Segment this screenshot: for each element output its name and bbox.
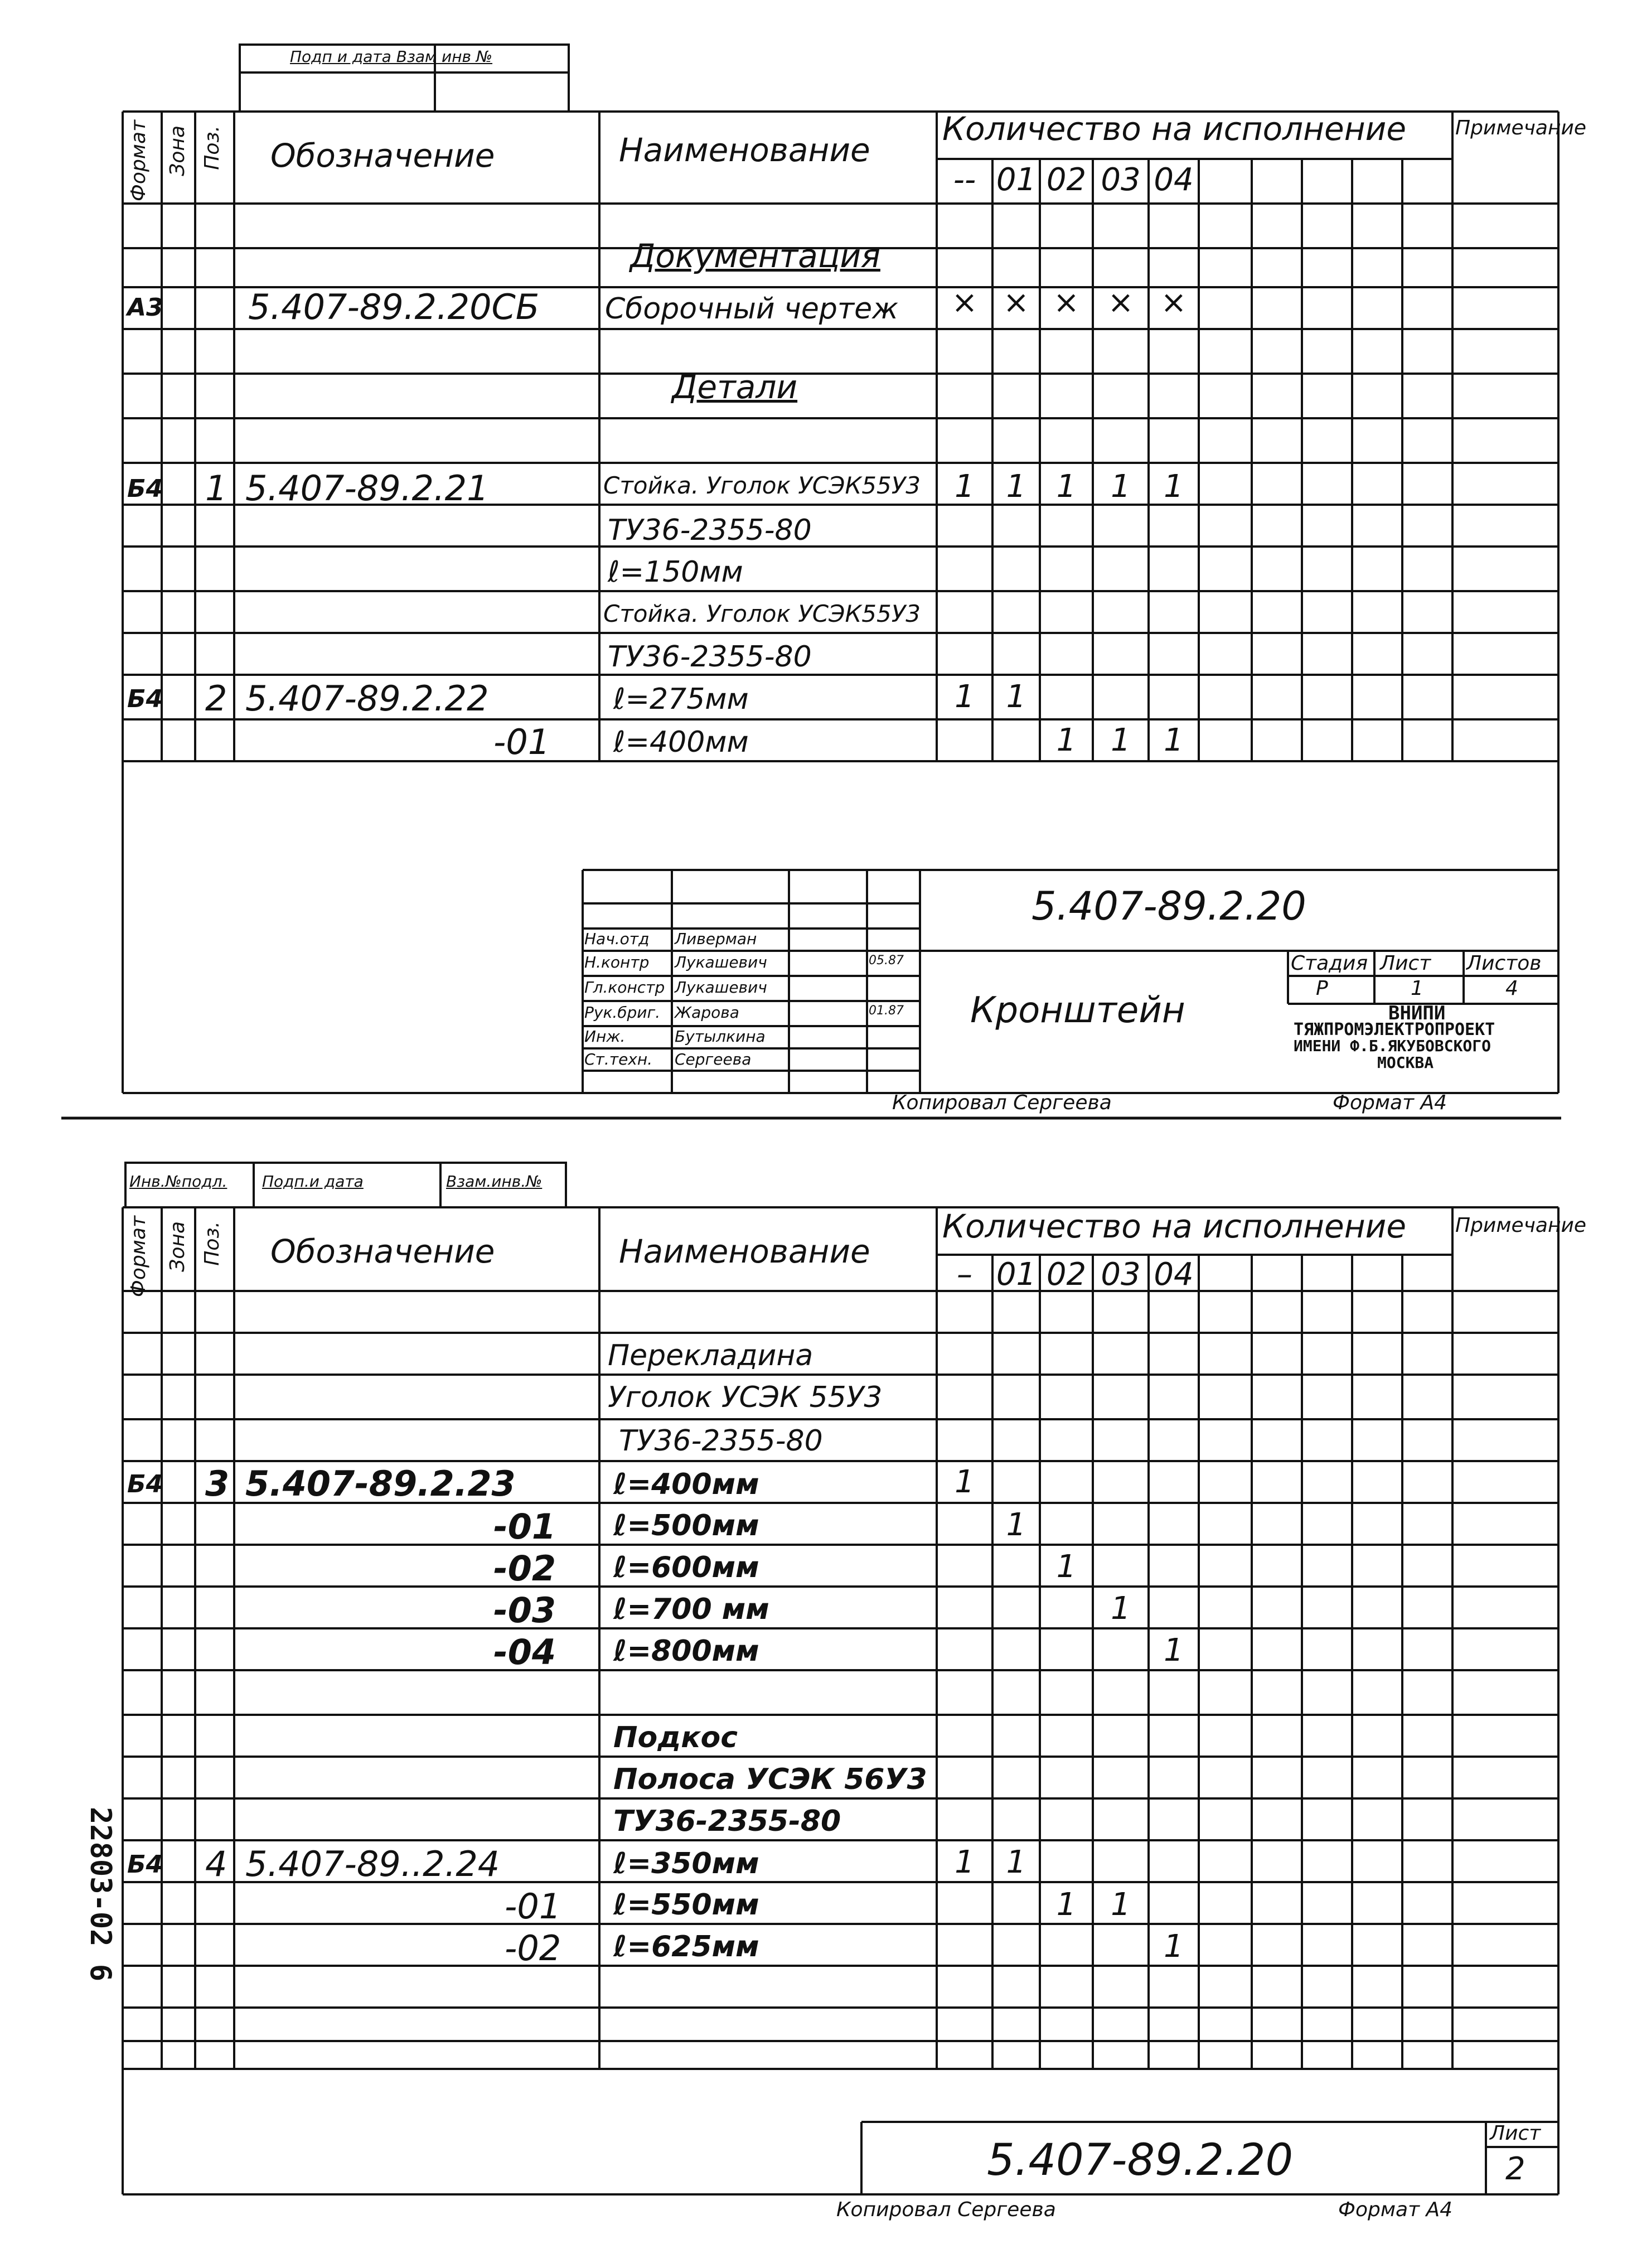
row-name: ТУ36-2355-80 bbox=[619, 1424, 823, 1458]
row-name: ℓ=500мм bbox=[613, 1509, 759, 1542]
qty-col-header: 02 bbox=[1046, 1256, 1087, 1293]
copied-by: Копировал Сергеева bbox=[836, 2198, 1056, 2221]
qty-col-header: 01 bbox=[996, 162, 1037, 198]
doc-title: Кронштейн bbox=[970, 990, 1185, 1031]
row-pos: 2 bbox=[205, 678, 227, 719]
row-format: Б4 bbox=[127, 475, 163, 503]
org-line-2: ТЯЖПРОМЭЛЕКТРОПРОЕКТ bbox=[1294, 1020, 1495, 1039]
col-qty-header: Количество на исполнение bbox=[942, 110, 1407, 148]
row-qty: × bbox=[1003, 284, 1029, 321]
signature-person: Бутылкина bbox=[675, 1027, 766, 1046]
row-name: ℓ=625мм bbox=[613, 1930, 759, 1964]
row-name: ℓ=600мм bbox=[613, 1551, 759, 1584]
row-name: Подкос bbox=[613, 1721, 738, 1754]
row-designation: 5.407-89.2.21 bbox=[245, 468, 489, 509]
row-qty: 1 bbox=[955, 1464, 975, 1500]
row-qty: 1 bbox=[1056, 1887, 1077, 1923]
org-line-1: ВНИПИ bbox=[1388, 1002, 1446, 1024]
org-line-3: ИМЕНИ Ф.Б.ЯКУБОВСКОГО bbox=[1294, 1037, 1491, 1055]
signature-person: Ливерман bbox=[675, 930, 757, 948]
row-qty: 1 bbox=[1164, 1928, 1184, 1965]
section-heading: Документация bbox=[630, 237, 880, 275]
stage-value: Р bbox=[1316, 977, 1328, 1000]
row-designation: -01 bbox=[493, 722, 550, 762]
signature-role: Инж. bbox=[584, 1027, 626, 1046]
row-designation: -01 bbox=[505, 1886, 561, 1927]
row-designation: -01 bbox=[493, 1506, 556, 1547]
sheet-label: Лист bbox=[1490, 2122, 1541, 2145]
row-qty: × bbox=[951, 284, 978, 321]
row-name: Стойка. Уголок УСЭК55У3 bbox=[603, 472, 921, 499]
qty-col-header: -- bbox=[953, 162, 976, 198]
row-designation: -03 bbox=[493, 1590, 556, 1631]
qty-col-header: – bbox=[957, 1256, 972, 1293]
row-qty: 1 bbox=[955, 1844, 975, 1880]
col-name-header: Наименование bbox=[619, 1232, 870, 1270]
col-designation-header: Обозначение bbox=[270, 1232, 495, 1270]
qty-col-header: 04 bbox=[1154, 1256, 1194, 1293]
format-label: Формат А4 bbox=[1338, 2198, 1453, 2221]
qty-col-header: 03 bbox=[1101, 162, 1141, 198]
row-qty: 1 bbox=[1111, 722, 1131, 758]
col-note-header: Примечание bbox=[1455, 117, 1587, 139]
row-name: ℓ=275мм bbox=[613, 683, 749, 716]
row-qty: 1 bbox=[1164, 1632, 1184, 1669]
row-designation: 5.407-89.2.22 bbox=[245, 678, 489, 719]
row-qty: 1 bbox=[1111, 468, 1131, 505]
row-qty: 1 bbox=[955, 679, 975, 715]
col-zone-header: Зона bbox=[166, 1221, 189, 1272]
copied-by: Копировал Сергеева bbox=[892, 1091, 1112, 1114]
row-name: ℓ=150мм bbox=[608, 555, 743, 589]
row-name: ТУ36-2355-80 bbox=[608, 514, 812, 547]
col-note-header: Примечание bbox=[1455, 1214, 1587, 1237]
row-pos: 4 bbox=[205, 1844, 227, 1884]
row-qty: 1 bbox=[1006, 1507, 1026, 1543]
row-name: Перекладина bbox=[608, 1339, 813, 1372]
stamp-cell: Взам.инв.№ bbox=[446, 1172, 543, 1191]
col-name-header: Наименование bbox=[619, 131, 870, 169]
qty-col-header: 03 bbox=[1101, 1256, 1141, 1293]
row-format: Б4 bbox=[127, 1470, 163, 1498]
signature-person: Жарова bbox=[675, 1003, 739, 1022]
sheet-label: Лист bbox=[1380, 952, 1431, 975]
sheet-number: 2 bbox=[1505, 2151, 1526, 2187]
row-qty: 1 bbox=[1056, 1549, 1077, 1585]
row-qty: 1 bbox=[1164, 722, 1184, 758]
row-qty: × bbox=[1053, 284, 1079, 321]
col-format-header: Формат bbox=[127, 120, 150, 202]
row-name: ℓ=800мм bbox=[613, 1634, 759, 1668]
row-designation: -04 bbox=[493, 1632, 556, 1672]
row-qty: × bbox=[1107, 284, 1134, 321]
doc-number: 5.407-89.2.20 bbox=[1031, 883, 1306, 929]
signature-date: 05.87 bbox=[869, 954, 904, 968]
row-name: ℓ=350мм bbox=[613, 1847, 759, 1880]
sheet-value: 1 bbox=[1411, 977, 1423, 1000]
doc-number: 5.407-89.2.20 bbox=[987, 2135, 1294, 2185]
row-designation: 5.407-89.2.20СБ bbox=[248, 287, 540, 327]
row-format: A3 bbox=[127, 293, 163, 322]
row-qty: 1 bbox=[1111, 1887, 1131, 1923]
row-name: ℓ=400мм bbox=[613, 1468, 759, 1501]
stamp-cell: Подп.и дата bbox=[262, 1172, 364, 1191]
signature-date: 01.87 bbox=[869, 1004, 904, 1018]
signature-person: Сергеева bbox=[675, 1050, 752, 1068]
signature-role: Гл.констр bbox=[584, 978, 665, 997]
row-qty: 1 bbox=[1056, 722, 1077, 758]
row-qty: 1 bbox=[1006, 1844, 1026, 1880]
row-format: Б4 bbox=[127, 1850, 163, 1879]
row-name: ℓ=400мм bbox=[613, 726, 749, 759]
col-format-header: Формат bbox=[127, 1216, 150, 1298]
row-name: ТУ36-2355-80 bbox=[613, 1805, 841, 1838]
row-format: Б4 bbox=[127, 685, 163, 713]
signature-role: Нач.отд bbox=[584, 930, 650, 948]
row-designation: 5.407-89.2.23 bbox=[245, 1463, 516, 1504]
col-designation-header: Обозначение bbox=[270, 137, 495, 175]
col-pos-header: Поз. bbox=[201, 125, 224, 170]
signature-person: Лукашевич bbox=[675, 953, 767, 971]
col-pos-header: Поз. bbox=[201, 1221, 224, 1266]
qty-col-header: 01 bbox=[996, 1256, 1037, 1293]
row-pos: 3 bbox=[205, 1463, 230, 1504]
row-qty: 1 bbox=[955, 468, 975, 505]
row-qty: 1 bbox=[1111, 1590, 1131, 1627]
row-name: Сборочный чертеж bbox=[605, 292, 898, 326]
row-name: ТУ36-2355-80 bbox=[608, 640, 812, 674]
row-qty: 1 bbox=[1006, 468, 1026, 505]
qty-col-header: 04 bbox=[1154, 162, 1194, 198]
section-heading: Детали bbox=[672, 368, 798, 406]
row-designation: 5.407-89..2.24 bbox=[245, 1844, 500, 1884]
row-name: ℓ=700 мм bbox=[613, 1593, 769, 1626]
row-qty: 1 bbox=[1056, 468, 1077, 505]
signature-role: Рук.бриг. bbox=[584, 1003, 661, 1022]
stage-label: Стадия bbox=[1291, 952, 1368, 975]
row-pos: 1 bbox=[205, 468, 227, 509]
sheets-label: Листов bbox=[1466, 952, 1542, 975]
col-zone-header: Зона bbox=[166, 125, 189, 176]
row-qty: 1 bbox=[1006, 679, 1026, 715]
row-name: Полоса УСЭК 56У3 bbox=[613, 1763, 927, 1796]
row-name: Уголок УСЭК 55У3 bbox=[608, 1381, 883, 1414]
top-stamp: Подп и дата Взам инв № bbox=[290, 47, 493, 66]
sheets-value: 4 bbox=[1505, 977, 1518, 1000]
org-line-4: МОСКВА bbox=[1377, 1053, 1434, 1072]
stamp-cell: Инв.№подл. bbox=[129, 1172, 227, 1191]
signature-role: Ст.техн. bbox=[584, 1050, 653, 1068]
row-designation: -02 bbox=[493, 1548, 556, 1589]
signature-person: Лукашевич bbox=[675, 978, 767, 997]
signature-role: Н.контр bbox=[584, 953, 650, 971]
row-name: ℓ=550мм bbox=[613, 1888, 759, 1922]
row-designation: -02 bbox=[505, 1928, 561, 1969]
qty-col-header: 02 bbox=[1046, 162, 1087, 198]
row-qty: 1 bbox=[1164, 468, 1184, 505]
format-label: Формат А4 bbox=[1333, 1091, 1447, 1114]
row-name: Стойка. Уголок УСЭК55У3 bbox=[603, 600, 921, 627]
side-number: 22803-02 6 bbox=[84, 1807, 117, 1982]
row-qty: × bbox=[1160, 284, 1187, 321]
col-qty-header: Количество на исполнение bbox=[942, 1207, 1407, 1245]
